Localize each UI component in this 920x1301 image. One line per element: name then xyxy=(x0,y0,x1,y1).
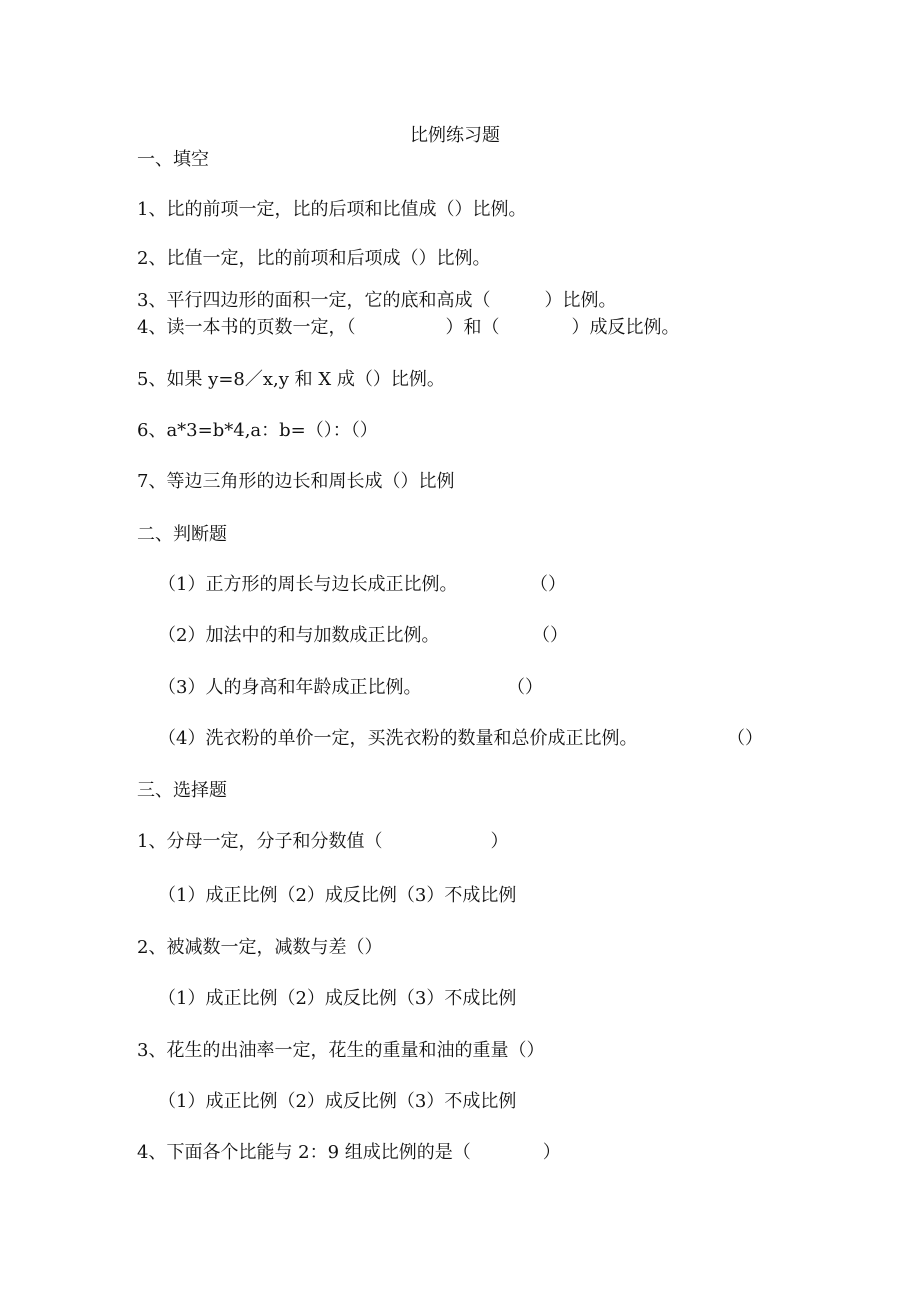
judge-item-3-text: （3）人的身高和年龄成正比例。 xyxy=(158,677,422,698)
choice-question-1: 1、分母一定，分子和分数值（ ） xyxy=(137,831,509,852)
judge-item-4-blank: （） xyxy=(727,728,763,749)
fill-item-6: 6、a*3=b*4,a：b=（）：（） xyxy=(137,420,378,441)
section2-heading: 二、判断题 xyxy=(137,524,227,545)
judge-item-1-blank: （） xyxy=(530,574,566,595)
section3-heading: 三、选择题 xyxy=(137,780,227,801)
choice-question-4: 4、下面各个比能与 2：9 组成比例的是（ ） xyxy=(137,1142,561,1163)
choice-question-2: 2、被减数一定，减数与差（） xyxy=(137,937,383,958)
page-title: 比例练习题 xyxy=(410,125,500,146)
choice-options-1: （1）成正比例（2）成反比例（3）不成比例 xyxy=(158,885,517,906)
judge-item-1-text: （1）正方形的周长与边长成正比例。 xyxy=(158,574,458,595)
section1-heading: 一、填空 xyxy=(137,149,209,170)
choice-question-3: 3、花生的出油率一定，花生的重量和油的重量（） xyxy=(137,1040,545,1061)
judge-item-2-blank: （） xyxy=(532,625,568,646)
choice-options-3: （1）成正比例（2）成反比例（3）不成比例 xyxy=(158,1091,517,1112)
fill-item-7: 7、等边三角形的边长和周长成（）比例 xyxy=(137,471,455,492)
judge-item-3-blank: （） xyxy=(507,677,543,698)
fill-item-5: 5、如果 y=8／x,y 和 X 成（）比例。 xyxy=(137,369,445,390)
judge-item-2-text: （2）加法中的和与加数成正比例。 xyxy=(158,625,440,646)
judge-item-4-text: （4）洗衣粉的单价一定，买洗衣粉的数量和总价成正比例。 xyxy=(158,728,638,749)
fill-item-1: 1、比的前项一定，比的后项和比值成（）比例。 xyxy=(137,199,527,220)
choice-options-2: （1）成正比例（2）成反比例（3）不成比例 xyxy=(158,988,517,1009)
fill-item-3: 3、平行四边形的面积一定，它的底和高成（ ）比例。 xyxy=(137,290,617,311)
fill-item-4: 4、读一本书的页数一定，（ ）和（ ）成反比例。 xyxy=(137,317,680,338)
fill-item-2: 2、比值一定，比的前项和后项成（）比例。 xyxy=(137,248,491,269)
